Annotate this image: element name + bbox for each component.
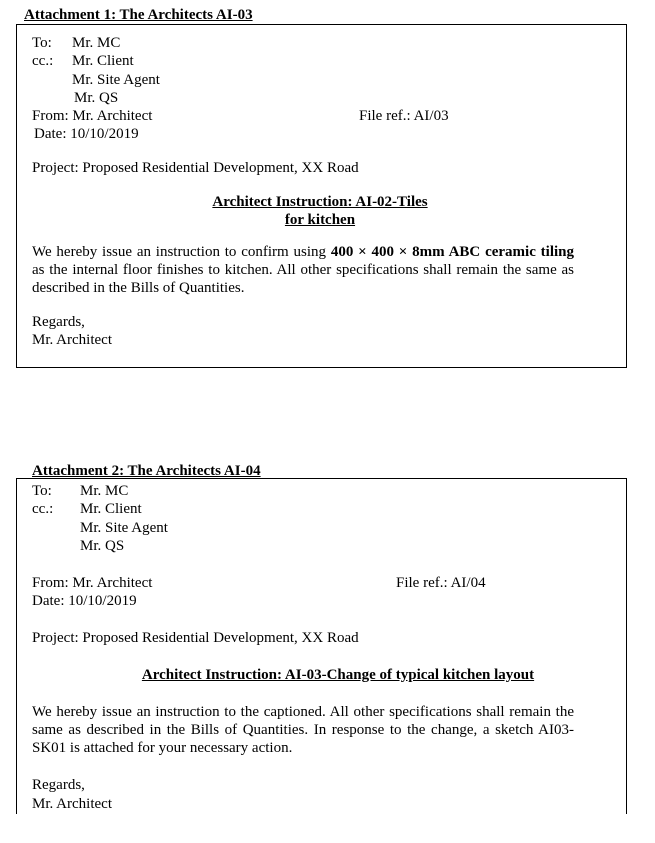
file-ref: File ref.: AI/04 [396, 575, 486, 591]
regards: Regards, [32, 777, 85, 793]
date-line: Date: 10/10/2019 [34, 126, 139, 142]
project-line: Project: Proposed Residential Development, XX Road [32, 160, 359, 176]
to-value: Mr. MC [80, 483, 129, 499]
to-label: To: [32, 35, 52, 51]
instruction-body: We hereby issue an instruction to the captioned. All other specifications shall remain the same as described in the Bills of Quantities. In response to the change, a sketch AI03-SK01 is attached for your necessary action. [32, 704, 574, 756]
cc-recipient: Mr. Site Agent [72, 72, 160, 88]
to-label: To: [32, 483, 52, 499]
cc-recipient: Mr. Site Agent [80, 520, 168, 536]
cc-recipient: Mr. Client [80, 501, 142, 517]
regards: Regards, [32, 314, 85, 330]
date-line: Date: 10/10/2019 [32, 593, 137, 609]
attachment-1-heading: Attachment 1: The Architects AI-03 [24, 7, 253, 23]
file-ref: File ref.: AI/03 [359, 108, 449, 124]
instruction-title [150, 193, 490, 229]
attachment-2-heading: Attachment 2: The Architects AI-04 [32, 463, 261, 479]
cc-label: cc.: [32, 501, 54, 517]
cc-label: cc.: [32, 53, 54, 69]
instruction-title-line-1: Architect Instruction: AI-02-Tiles [212, 194, 428, 210]
instruction-title: Architect Instruction: AI-03-Change of typical kitchen layout [141, 667, 535, 683]
cc-recipient: Mr. QS [74, 90, 119, 106]
signature: Mr. Architect [32, 796, 112, 812]
body-text: as the internal floor finishes to kitchen. All other specifications shall remain the same as described in the Bills of Quantities. [32, 262, 574, 296]
to-value: Mr. MC [72, 35, 121, 51]
instruction-body [32, 243, 574, 297]
from-line: From: Mr. Architect [32, 575, 153, 591]
cc-recipient: Mr. Client [72, 53, 134, 69]
from-line: From: Mr. Architect [32, 108, 153, 124]
body-text: We hereby issue an instruction to confirm using [32, 244, 331, 260]
instruction-title-line-2: for kitchen [284, 212, 356, 228]
project-line: Project: Proposed Residential Development, XX Road [32, 630, 359, 646]
body-specification: 400 × 400 × 8mm ABC ceramic tiling [330, 244, 575, 260]
signature: Mr. Architect [32, 332, 112, 348]
cc-recipient: Mr. QS [80, 538, 125, 554]
